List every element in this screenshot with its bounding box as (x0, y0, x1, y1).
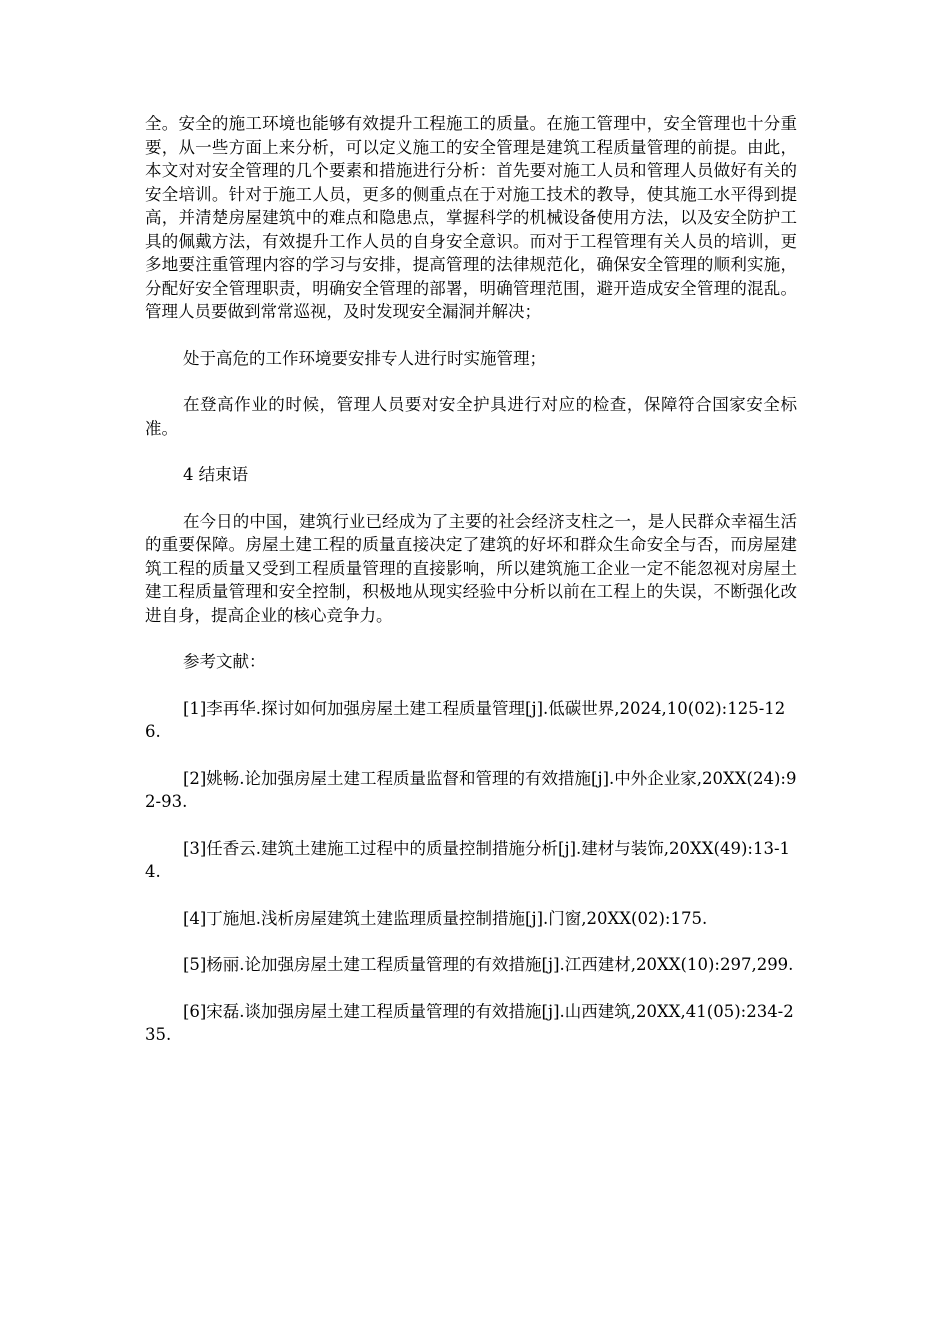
references-heading: 参考文献： (182, 652, 266, 671)
reference-item-5: [5]杨丽.论加强房屋土建工程质量管理的有效措施[j].江西建材,20XX(10):297,299. (182, 955, 794, 974)
reference-item-4: [4]丁施旭.浅析房屋建筑土建监理质量控制措施[j].门窗,20XX(02):175. (182, 908, 708, 928)
body-paragraph-high-risk: 处于高危的工作环境要安排专人进行时实施管理； (182, 348, 546, 368)
reference-item-6: [6]宋磊.谈加强房屋土建工程质量管理的有效措施[j].山西建筑,20XX,41(05):234-235. (145, 1001, 794, 1044)
reference-item-1: [1]李再华.探讨如何加强房屋土建工程质量管理[j].低碳世界,2024,10(02):125-126. (145, 698, 786, 741)
document-page (145, 112, 797, 1070)
section-heading-conclusion: 4 结束语 (182, 465, 249, 484)
body-paragraph-height-work: 在登高作业的时候，管理人员要对安全护具进行对应的检查，保障符合国家安全标准。 (145, 395, 797, 438)
conclusion-paragraph: 在今日的中国，建筑行业已经成为了主要的社会经济支柱之一，是人民群众幸福生活的重要保障。房屋土建工程的质量直接决定了建筑的好坏和群众生命安全与否，而房屋建筑工程的质量又受到工程质量管理的直接影响，所以建筑施工企业一定不能忽视对房屋土建工程质量管理和安全控制，积极地从现实经验中分析以前在工程上的失误，不断强化改进自身，提高企业的核心竞争力。 (145, 511, 797, 625)
reference-item-3: [3]任香云.建筑土建施工过程中的质量控制措施分析[j].建材与装饰,20XX(49):13-14. (145, 838, 791, 881)
reference-item-2: [2]姚畅.论加强房屋土建工程质量监督和管理的有效措施[j].中外企业家,20XX(24):92-93. (145, 768, 797, 811)
body-paragraph-safety-management: 全。安全的施工环境也能够有效提升工程施工的质量。在施工管理中，安全管理也十分重要，从一些方面上来分析，可以定义施工的安全管理是建筑工程质量管理的前提。由此，本文对对安全管理的几个要素和措施进行分析：首先要对施工人员和管理人员做好有关的安全培训。针对于施工人员，更多的侧重点在于对施工技术的教导，使其施工水平得到提高，并清楚房屋建筑中的难点和隐患点，掌握科学的机械设备使用方法，以及安全防护工具的佩戴方法，有效提升工作人员的自身安全意识。而对于工程管理有关人员的培训，更多地要注重管理内容的学习与安排，提高管理的法律规范化，确保安全管理的顺利实施，分配好安全管理职责，明确安全管理的部署，明确管理范围，避开造成安全管理的混乱。管理人员要做到常常巡视，及时发现安全漏洞并解决； (145, 114, 797, 321)
